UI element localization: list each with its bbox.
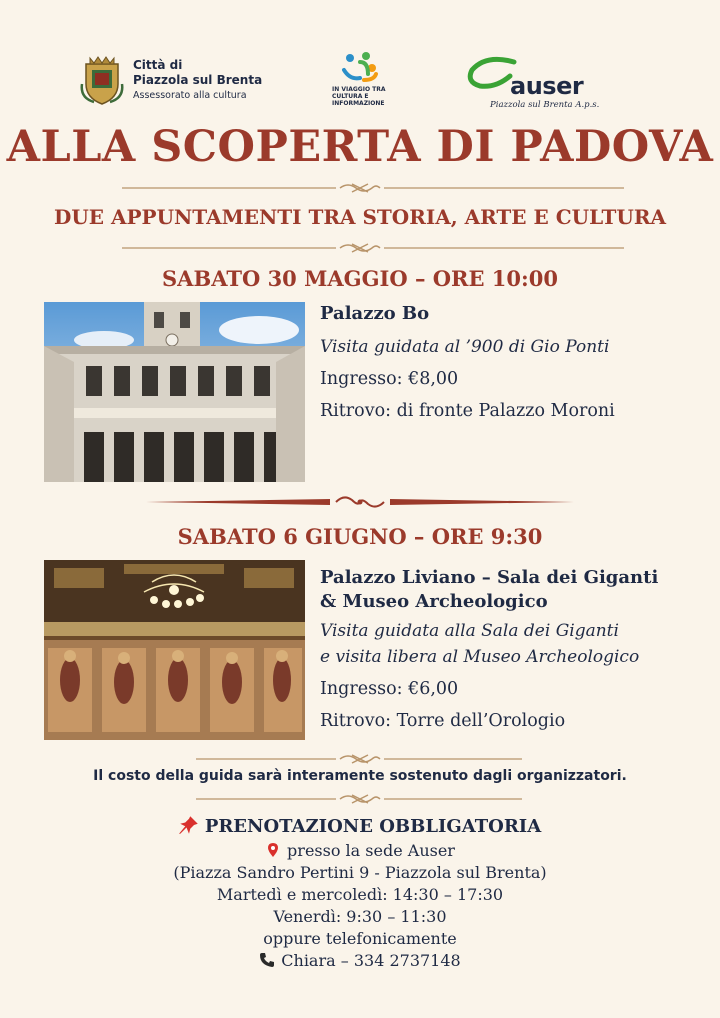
municipality-line2: Piazzola sul Brenta — [133, 73, 263, 87]
network-logo-icon — [338, 50, 382, 86]
event1-description: Visita guidata al ’900 di Gio Ponti — [320, 337, 610, 357]
booking-section — [0, 814, 720, 972]
palazzo-bo-photo — [44, 302, 305, 482]
municipality-line1: Città di — [133, 58, 183, 72]
ornament-divider — [0, 242, 720, 254]
booking-phone[interactable]: Chiara – 334 2737148 — [281, 951, 461, 970]
booking-heading-row — [0, 814, 720, 840]
event2-date: SABATO 6 GIUGNO – ORE 9:30 — [177, 524, 543, 549]
sala-dei-giganti-photo — [44, 560, 305, 740]
page-subtitle: DUE APPUNTAMENTI TRA STORIA, ARTE E CULTURA — [54, 205, 666, 229]
event1-price: Ingresso: €8,00 — [320, 369, 459, 389]
ornament-divider — [0, 182, 720, 194]
booking-phone-row — [0, 950, 720, 972]
event1-place: Palazzo Bo — [320, 303, 430, 324]
association-logo — [466, 56, 600, 112]
pushpin-icon — [179, 815, 199, 835]
event2-price: Ingresso: €6,00 — [320, 679, 459, 699]
event2-place-line1: Palazzo Liviano – Sala dei Giganti — [320, 567, 659, 588]
event2-place-line2: & Museo Archeologico — [320, 591, 548, 612]
organizer-note: Il costo della guida sarà interamente sostenuto dagli organizzatori. — [93, 768, 627, 784]
booking-heading: PRENOTAZIONE OBBLIGATORIA — [204, 816, 542, 837]
ornament-divider — [0, 753, 720, 765]
event2-description-line2: e visita libera al Museo Archeologico — [320, 647, 640, 667]
event2-description-line1: Visita guidata alla Sala dei Giganti — [320, 621, 619, 641]
ornament-divider — [0, 793, 720, 805]
municipality-logo — [80, 54, 280, 110]
ornament-divider-large — [0, 494, 720, 510]
map-pin-icon — [265, 842, 281, 858]
network-logo — [322, 50, 402, 112]
booking-location-row — [0, 840, 720, 862]
event1-date: SABATO 30 MAGGIO – ORE 10:00 — [161, 266, 559, 291]
event2-info — [320, 566, 710, 734]
page-title: ALLA SCOPERTA DI PADOVA — [6, 122, 714, 172]
crest-icon — [80, 54, 124, 106]
event1-meeting: Ritrovo: di fronte Palazzo Moroni — [320, 401, 615, 421]
event2-meeting: Ritrovo: Torre dell’Orologio — [320, 711, 566, 731]
booking-phone-intro: oppure telefonicamente — [263, 929, 457, 948]
association-sub: Piazzola sul Brenta A.p.s. — [490, 100, 600, 110]
municipality-office: Assessorato alla cultura — [133, 90, 247, 101]
network-line1: IN VIAGGIO TRA — [332, 86, 386, 93]
booking-hours2: Venerdì: 9:30 – 11:30 — [273, 907, 447, 926]
logo-bar — [0, 50, 720, 115]
network-line3: INFORMAZIONE — [332, 100, 385, 107]
phone-icon — [259, 952, 275, 968]
network-line2: CULTURA E — [332, 93, 369, 100]
booking-hours1: Martedì e mercoledì: 14:30 – 17:30 — [216, 885, 504, 904]
booking-address: (Piazza Sandro Pertini 9 - Piazzola sul Brenta) — [173, 863, 547, 882]
event1-info — [320, 302, 710, 424]
association-name: auser — [510, 72, 584, 100]
booking-location: presso la sede Auser — [287, 841, 455, 860]
